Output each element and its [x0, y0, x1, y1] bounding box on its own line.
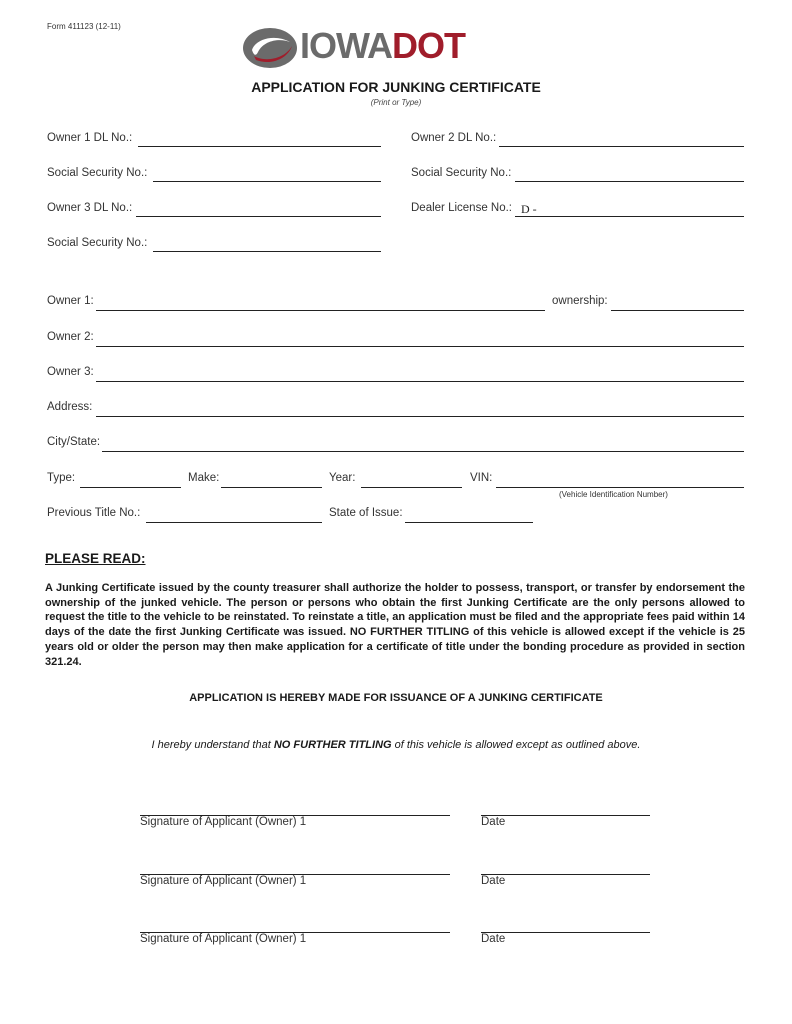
ssn1-field[interactable]: [153, 181, 381, 182]
make-field[interactable]: [221, 487, 322, 488]
state-issue-field[interactable]: [405, 522, 533, 523]
make-label: Make:: [188, 472, 220, 484]
logo-wordmark: [300, 26, 465, 66]
address-label: Address:: [47, 401, 93, 413]
owner3-label: Owner 3:: [47, 366, 94, 378]
ownership-field[interactable]: [611, 310, 744, 311]
date-line-1[interactable]: [481, 815, 650, 816]
vin-field[interactable]: [496, 487, 744, 488]
understand-post: of this vehicle is allowed except as outlined above.: [391, 739, 641, 751]
owner1-dl-field[interactable]: [138, 146, 381, 147]
owner3-dl-label: Owner 3 DL No.:: [47, 202, 133, 214]
type-label: Type:: [47, 472, 76, 484]
prev-title-label: Previous Title No.:: [47, 507, 141, 519]
state-issue-label: State of Issue:: [329, 507, 403, 519]
owner1-field[interactable]: [96, 310, 545, 311]
page-title: APPLICATION FOR JUNKING CERTIFICATE: [251, 79, 541, 95]
please-read-heading: PLEASE READ:: [45, 551, 146, 566]
dealer-license-value: D -: [521, 202, 537, 216]
page-subtitle: (Print or Type): [370, 98, 422, 107]
swoosh-icon: [242, 26, 298, 70]
signature-label-1: Signature of Applicant (Owner) 1: [140, 816, 307, 828]
logo-dot-text: DOT: [392, 25, 465, 66]
city-state-label: City/State:: [47, 436, 101, 448]
date-line-3[interactable]: [481, 932, 650, 933]
date-label-3: Date: [481, 933, 506, 945]
dealer-license-field[interactable]: [515, 216, 744, 217]
prev-title-field[interactable]: [146, 522, 322, 523]
city-state-field[interactable]: [102, 451, 744, 452]
please-read-body: A Junking Certificate issued by the county treasurer shall authorize the holder to possess, transport, or transfer by endorsement the ownership of the junked vehicle. The person or persons who obtain the first Junking Certificate are the only persons allowed to request the title to the vehicle to be reinstated. To reinstate a title, an application must be filed and the appropriate fees paid within 14 days of the date the first Junking Certificate was issued. NO FURTHER TITLING of this vehicle is allowed except if the vehicle is 25 years old or older the person may then make application for a certificate of title under the bonding procedure as provided in section 321.24.: [45, 582, 745, 668]
address-field[interactable]: [96, 416, 744, 417]
ssn2-field[interactable]: [515, 181, 744, 182]
understand-bold: NO FURTHER TITLING: [273, 739, 392, 751]
vin-hint: (Vehicle Identification Number): [559, 490, 668, 499]
owner2-label: Owner 2:: [47, 331, 94, 343]
understand-pre: I hereby understand that: [151, 739, 274, 751]
iowa-dot-logo: [242, 26, 502, 70]
owner2-field[interactable]: [96, 346, 744, 347]
application-statement: APPLICATION IS HEREBY MADE FOR ISSUANCE OF A JUNKING CERTIFICATE: [189, 692, 603, 704]
date-label-1: Date: [481, 816, 506, 828]
form-number: Form 411123 (12-11): [47, 22, 121, 31]
owner2-dl-label: Owner 2 DL No.:: [411, 132, 497, 144]
owner1-dl-label: Owner 1 DL No.:: [47, 132, 133, 144]
logo-iowa-text: IOWA: [300, 25, 392, 66]
year-field[interactable]: [361, 487, 462, 488]
signature-label-3: Signature of Applicant (Owner) 1: [140, 933, 307, 945]
ssn3-label: Social Security No.:: [47, 237, 148, 249]
understanding-statement: [0, 739, 792, 751]
ssn3-field[interactable]: [153, 251, 381, 252]
owner3-dl-field[interactable]: [136, 216, 381, 217]
owner3-field[interactable]: [96, 381, 744, 382]
year-label: Year:: [329, 472, 356, 484]
owner1-label: Owner 1:: [47, 295, 94, 307]
owner2-dl-field[interactable]: [499, 146, 744, 147]
date-line-2[interactable]: [481, 874, 650, 875]
type-field[interactable]: [80, 487, 181, 488]
signature-label-2: Signature of Applicant (Owner) 1: [140, 875, 307, 887]
ssn1-label: Social Security No.:: [47, 167, 148, 179]
date-label-2: Date: [481, 875, 506, 887]
ownership-label: ownership:: [552, 295, 608, 307]
ssn2-label: Social Security No.:: [411, 167, 512, 179]
dealer-license-label: Dealer License No.:: [411, 202, 512, 214]
vin-label: VIN:: [470, 472, 493, 484]
